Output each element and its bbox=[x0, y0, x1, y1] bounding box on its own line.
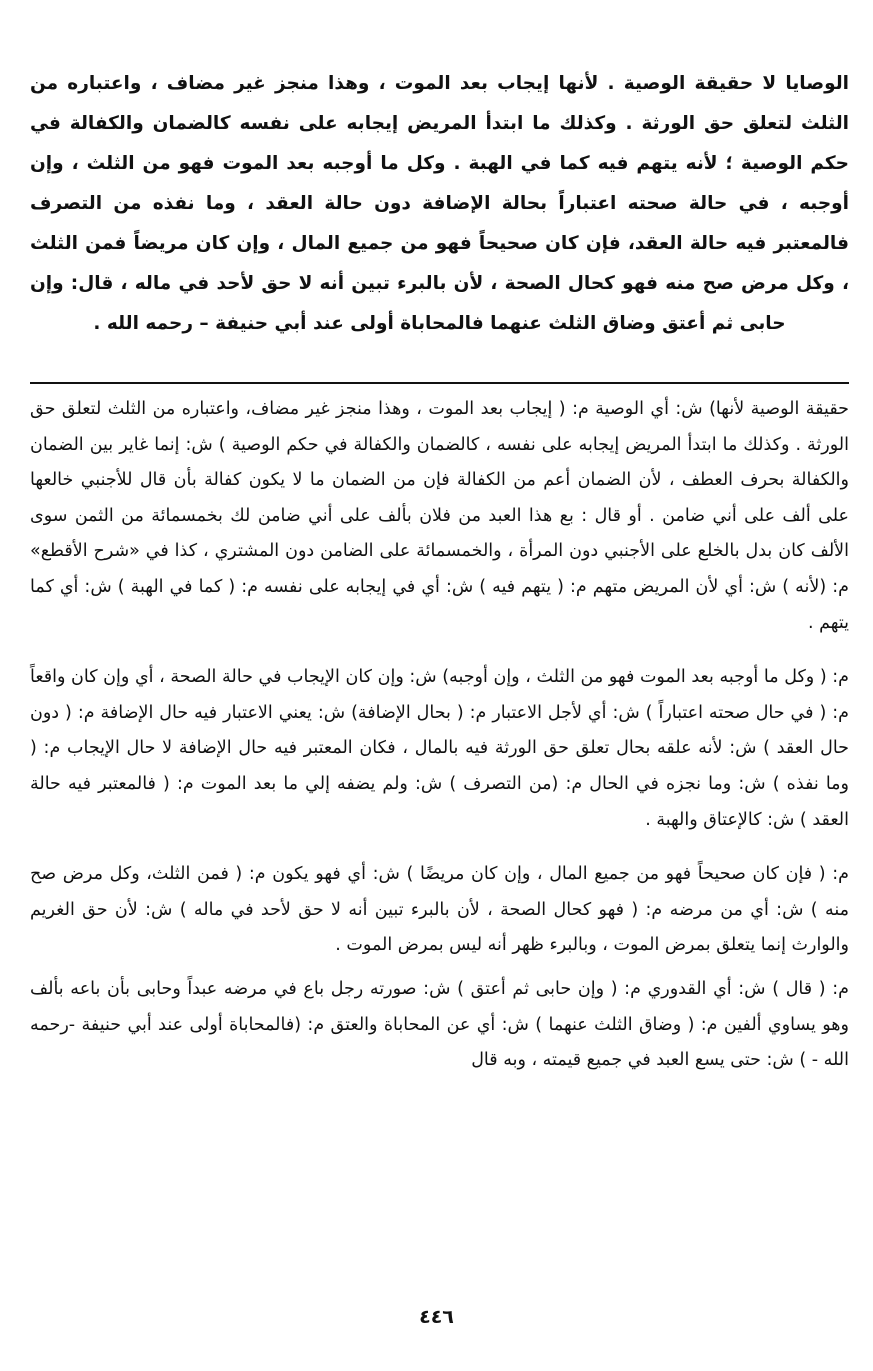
main-text: الوصايا لا حقيقة الوصية . لأنها إيجاب بعد الموت ، وهذا منجز غير مضاف ، واعتباره من الثلث لتعلق حق الورثة . وكذلك ما ابتدأ المريض إيجابه على نفسه كالضمان والكفالة في حكم الوصية ؛ لأنه يتهم فيه كما في الهبة . وكل ما أوجبه بعد الموت فهو من الثلث ، وإن أوجبه ، في حالة صحته اعتباراً بحالة الإضافة دون حالة العقد ، وما نفذه من التصرف فالمعتبر فيه حالة العقد، فإن كان صحيحاً فهو من جميع المال ، وإن كان مريضاً فمن الثلث ، وكل مرض صح منه فهو كحال الصحة ، لأن بالبرء تبين أنه لا حق لأحد في ماله ، قال: وإن حابى ثم أعتق وضاق الثلث عنهما فالمحاباة أولى عند أبي حنيفة – رحمه الله . bbox=[30, 73, 849, 334]
commentary-paragraph-2: م: ( وكل ما أوجبه بعد الموت فهو من الثلث ، وإن أوجبه) ش: وإن كان الإيجاب في حالة الصحة ، أي وإن كان واقعاً م: ( في حال صحته اعتباراً ) ش: أي لأجل الاعتبار م: ( بحال الإضافة) ش: يعني الاعتبار فيه حال الإضافة م: ( دون حال العقد ) ش: لأنه علقه بحال تعلق حق الورثة فيه بالمال ، فكان المعتبر فيه حال الإضافة لا حال الإيجاب م: ( وما نفذه ) ش: وما نجزه في الحال م: (من التصرف ) ش: ولم يضفه إلي ما بعد الموت م: ( فالمعتبر فيه حالة العقد ) ش: كالإعتاق والهبة . bbox=[30, 667, 849, 830]
divider-line bbox=[30, 382, 849, 384]
page bbox=[30, 64, 849, 1079]
commentary-paragraph-1: حقيقة الوصية لأنها) ش: أي الوصية م: ( إيجاب بعد الموت ، وهذا منجز غير مضاف، واعتباره من الثلث لتعلق حق الورثة . وكذلك ما ابتدأ المريض إيجابه على نفسه ، كالضمان والكفالة في حكم الوصية ) ش: إنما غاير بين الضمان والكفالة بحرف العطف ، لأن الضمان أعم من الكفالة فإن من الضمان ما لا يكون كفالة بأن قال للأجنبي خالعها على ألف على أني ضامن . أو قال : بع هذا العبد من فلان بألف على أني ضامن لك بخمسمائة من الثمن سوى الألف كان بدل بالخلع على الأجنبي دون المرأة ، والخمسمائة على الضامن دون المشتري ، كذا في «شرح الأقطع» م: (لأنه ) ش: أي لأن المريض متهم م: ( يتهم فيه ) ش: أي في إيجابه على نفسه م: ( كما في الهبة ) ش: أي كما يتهم . bbox=[30, 399, 849, 633]
commentary-paragraph-4: م: ( قال ) ش: أي القدوري م: ( وإن حابى ثم أعتق ) ش: صورته رجل باع في مرضه عبداً وحابى بأن باعه بألف وهو يساوي ألفين م: ( وضاق الثلث عنهما ) ش: أي عن المحاباة والعتق م: (فالمحاباة أولى عند أبي حنيفة -رحمه الله - ) ش: حتى يسع العبد في جميع قيمته ، وبه قال bbox=[30, 978, 849, 1071]
page-number: ٤٤٦ bbox=[419, 1306, 454, 1328]
commentary-paragraph-3: م: ( فإن كان صحيحاً فهو من جميع المال ، وإن كان مريضًا ) ش: أي فهو يكون م: ( فمن الثلث، وكل مرض صح منه ) ش: أي من مرضه م: ( فهو كحال الصحة ، لأن بالبرء تبين أنه لا حق لأحد في ماله ) ش: لأن حق الغريم والوارث إنما يتعلق بمرض الموت ، وبالبرء ظهر أنه ليس بمرض الموت . bbox=[30, 864, 849, 956]
